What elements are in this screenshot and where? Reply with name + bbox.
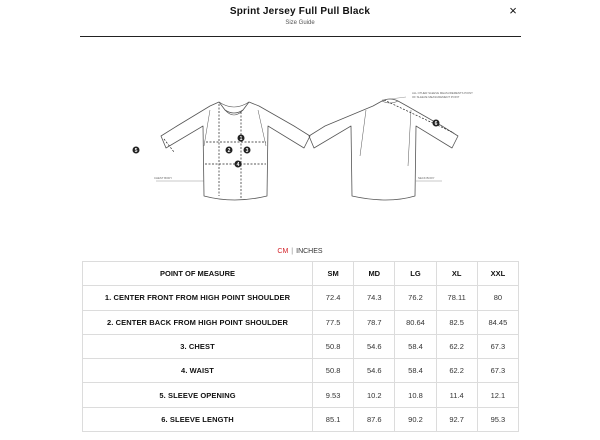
modal-header <box>0 0 600 38</box>
unit-cm-option[interactable]: CM <box>277 248 289 255</box>
table-row <box>83 310 519 334</box>
cell-value: 54.6 <box>354 359 395 383</box>
row-label: 6. SLEEVE LENGTH <box>83 407 313 431</box>
size-chart-table <box>82 261 519 432</box>
modal-title: Sprint Jersey Full Pull Black <box>229 6 371 17</box>
cell-value: 11.4 <box>436 383 477 407</box>
cell-value: 85.1 <box>313 407 354 431</box>
table-row <box>83 334 519 358</box>
jersey-back-outline <box>309 99 458 200</box>
cell-value: 78.11 <box>436 286 477 310</box>
table-row <box>83 359 519 383</box>
table-row <box>83 383 519 407</box>
cell-value: 62.2 <box>436 359 477 383</box>
cell-value: 87.6 <box>354 407 395 431</box>
marker-5-label: 5 <box>134 148 138 154</box>
cell-value: 58.4 <box>395 359 436 383</box>
cell-value: 10.8 <box>395 383 436 407</box>
cell-value: 62.2 <box>436 334 477 358</box>
table-row <box>83 407 519 431</box>
marker-3-label: 3 <box>245 148 249 154</box>
table-header-row <box>83 262 519 286</box>
cell-value: 90.2 <box>395 407 436 431</box>
cell-value: 92.7 <box>436 407 477 431</box>
row-label: 1. CENTER FRONT FROM HIGH POINT SHOULDER <box>83 286 313 310</box>
header-size-lg: LG <box>395 262 436 286</box>
row-label: 4. WAIST <box>83 359 313 383</box>
row-label: 5. SLEEVE OPENING <box>83 383 313 407</box>
close-icon[interactable]: × <box>509 3 517 18</box>
cell-value: 82.5 <box>436 310 477 334</box>
cell-value: 95.3 <box>477 407 518 431</box>
unit-inches-option[interactable]: INCHES <box>296 248 323 255</box>
cell-value: 72.4 <box>313 286 354 310</box>
cell-value: 50.8 <box>313 359 354 383</box>
table-row <box>83 286 519 310</box>
cell-value: 80 <box>477 286 518 310</box>
marker-2-label: 2 <box>227 148 231 154</box>
back-callout-label: NECK BODY <box>418 176 435 180</box>
cell-value: 10.2 <box>354 383 395 407</box>
jersey-front-outline <box>161 102 310 200</box>
marker-4-label: 4 <box>236 162 240 168</box>
header-size-xxl: XXL <box>477 262 518 286</box>
header-size-xl: XL <box>436 262 477 286</box>
unit-separator: | <box>291 248 294 255</box>
cell-value: 78.7 <box>354 310 395 334</box>
cell-value: 9.53 <box>313 383 354 407</box>
unit-toggle <box>0 248 600 255</box>
header-point-of-measure: POINT OF MEASURE <box>83 262 313 286</box>
cell-value: 67.3 <box>477 334 518 358</box>
cell-value: 76.2 <box>395 286 436 310</box>
cell-value: 74.3 <box>354 286 395 310</box>
cell-value: 12.1 <box>477 383 518 407</box>
cell-value: 77.5 <box>313 310 354 334</box>
front-callout-label: CHEST BODY <box>154 176 173 180</box>
modal-subtitle: Size Guide <box>285 20 315 26</box>
row-label: 2. CENTER BACK FROM HIGH POINT SHOULDER <box>83 310 313 334</box>
cell-value: 50.8 <box>313 334 354 358</box>
cell-value: 80.64 <box>395 310 436 334</box>
header-divider <box>80 36 521 37</box>
back-note-2: OF SLEEVE MEASUREMENT POINT <box>412 95 460 99</box>
back-note-1: ALL OTHER SLEEVE MEASUREMENTS POINT <box>412 91 473 95</box>
marker-6-label: 6 <box>434 121 438 127</box>
row-label: 3. CHEST <box>83 334 313 358</box>
header-size-md: MD <box>354 262 395 286</box>
cell-value: 67.3 <box>477 359 518 383</box>
cell-value: 54.6 <box>354 334 395 358</box>
cell-value: 58.4 <box>395 334 436 358</box>
header-size-sm: SM <box>313 262 354 286</box>
jersey-measurement-diagram <box>126 86 476 214</box>
marker-1-label: 1 <box>239 136 243 142</box>
cell-value: 84.45 <box>477 310 518 334</box>
